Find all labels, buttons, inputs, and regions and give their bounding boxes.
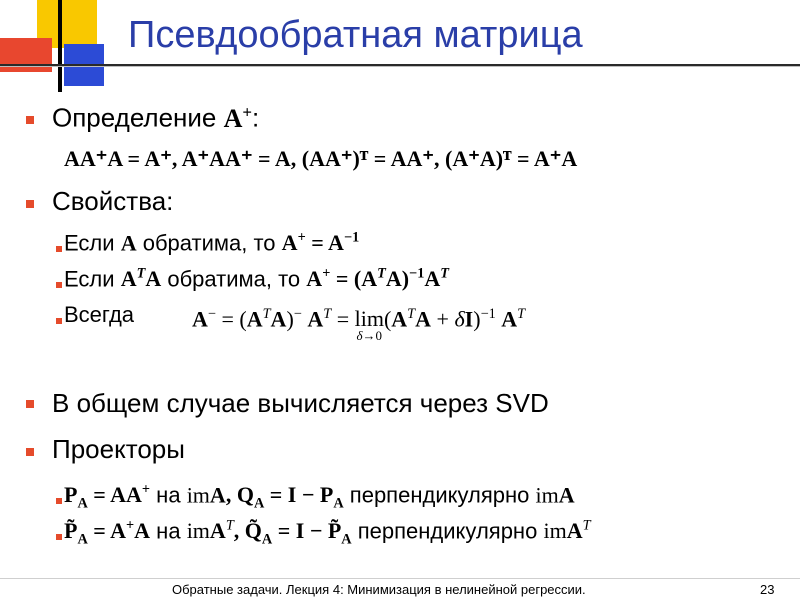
sub-bullet-icon [56, 318, 62, 324]
sub-bullet-icon [56, 498, 62, 504]
bullet-icon [26, 400, 34, 408]
properties-heading: Свойства: [52, 186, 174, 216]
property-ata-invertible: Если $A^TA$ обратима, то $A^+ = (A^TA)^{-1}A^T$ [64, 266, 449, 292]
definition-formula: AA⁺A = A⁺, A⁺AA⁺ = A, (AA⁺)ᵀ = AA⁺, (A⁺A)ᵀ = A⁺A [64, 146, 578, 171]
sub-bullet-icon [56, 534, 62, 540]
projector-pa: $P_A = AA^+$ на imA, $Q_A = I - P_A$ перпендикулярно imA [64, 482, 575, 512]
bullet-icon [26, 200, 34, 208]
page-number: 23 [760, 582, 775, 597]
decor-vertical-line [58, 0, 62, 92]
property-invertible: Если A обратима, то $A^+ = A^{-1}$ [64, 230, 360, 256]
footer-text: Обратные задачи. Лекция 4: Минимизация в нелинейной регрессии. [172, 582, 586, 597]
sub-bullet-icon [56, 246, 62, 252]
bullet-icon [26, 116, 34, 124]
slide-title: Псевдообратная матрица [128, 14, 583, 56]
svd-text: В общем случае вычисляется через SVD [52, 388, 549, 418]
definition-symbol: A+ [223, 102, 253, 133]
title-underline-shadow [0, 66, 800, 67]
property-always: Всегда [64, 302, 135, 327]
footer-divider [0, 578, 800, 579]
sub-bullet-icon [56, 282, 62, 288]
definition-label: Определение [52, 102, 217, 133]
limit-formula: $A^- = (A^TA)^-$ $A^T = \lim$ δ→0 $(A^TA + \delta I)^{-1}$ $A^T$ [192, 306, 526, 343]
definition-heading: Определение A+: [52, 102, 260, 133]
bullet-icon [26, 448, 34, 456]
projectors-heading: Проекторы [52, 434, 185, 464]
projector-pa-tilde: $P̃_A = A^+A$ на imA$^T$, $Q̃_A = I$ − $P̃_A$ перпендикулярно imA$^T$ [64, 518, 591, 548]
